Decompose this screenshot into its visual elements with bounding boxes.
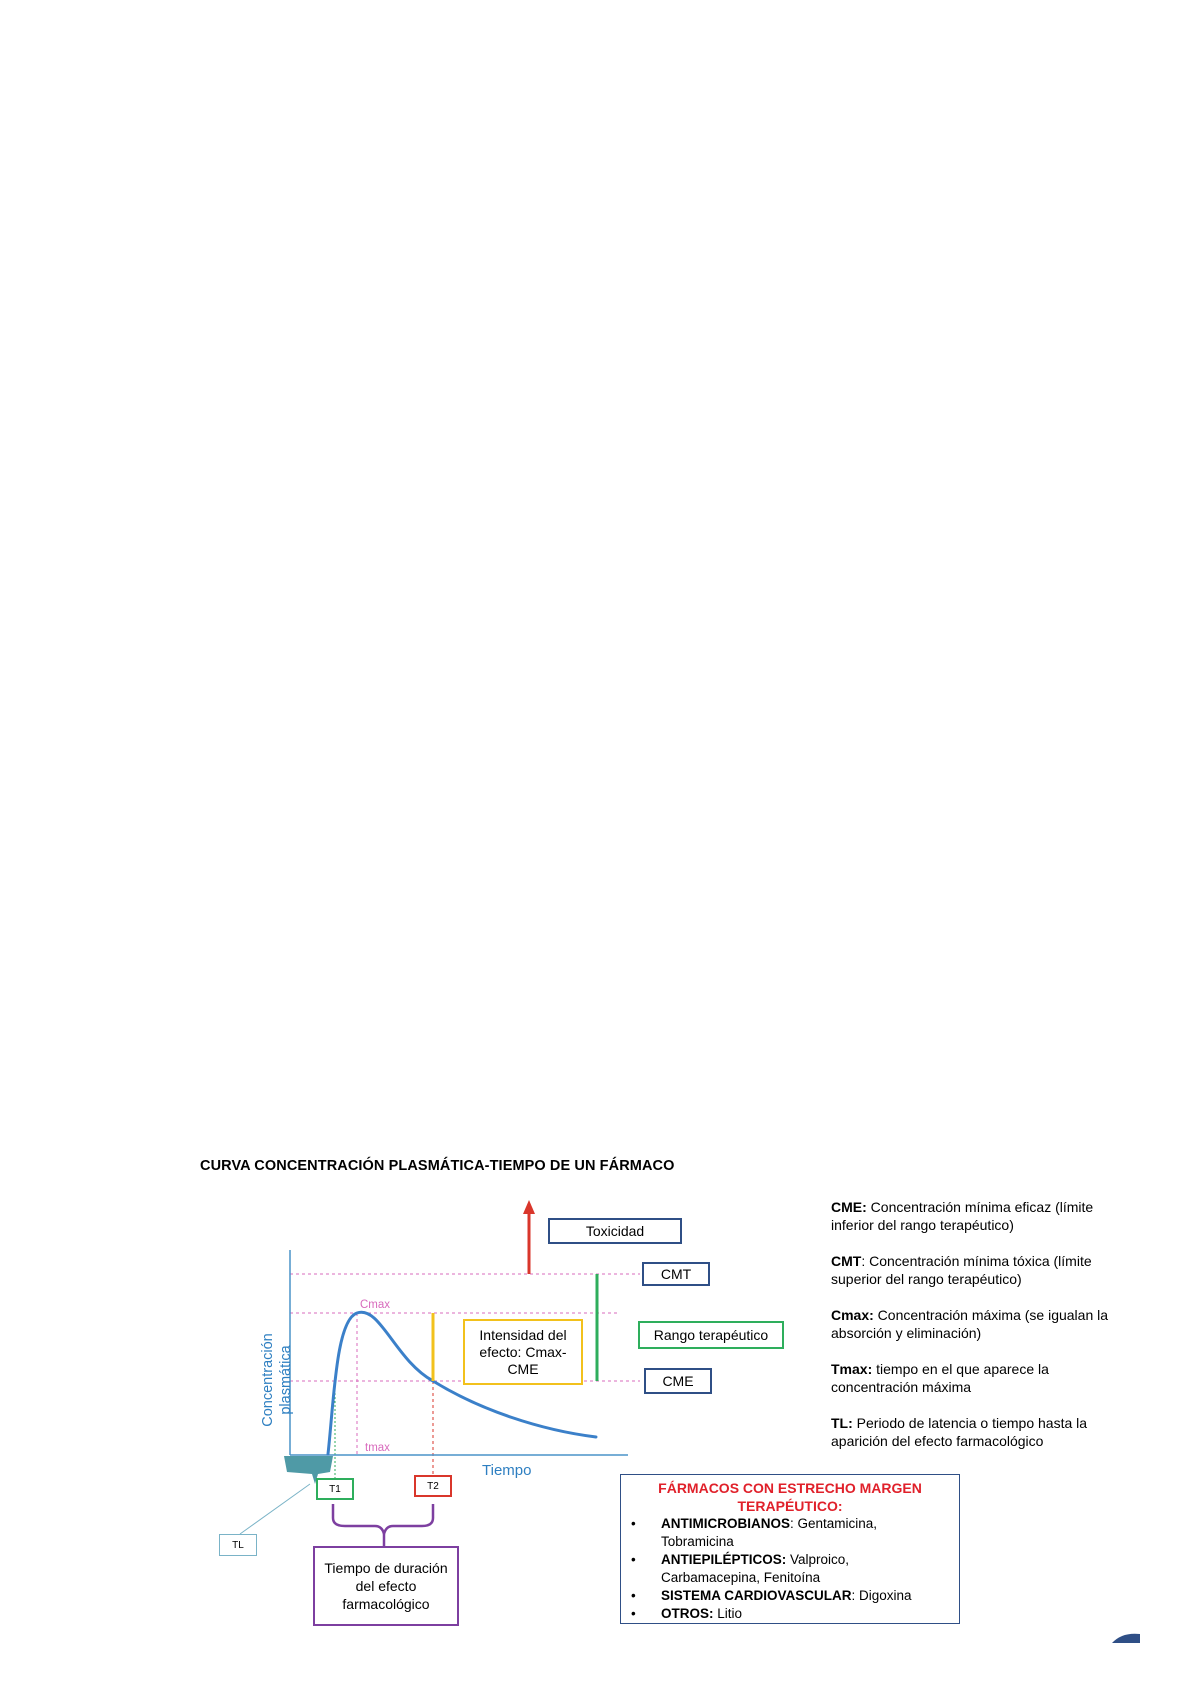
definition-item [831, 1414, 1131, 1450]
page-title: CURVA CONCENTRACIÓN PLASMÁTICA-TIEMPO DE UN FÁRMACO [200, 1158, 675, 1174]
definitions-list [831, 1198, 1131, 1468]
y-axis-label-line1: Concentración [260, 1333, 276, 1427]
x-axis-label: Tiempo [482, 1462, 532, 1479]
toxicidad-box: Toxicidad [548, 1218, 682, 1244]
duracion-box: Tiempo de duración del efecto farmacológico [313, 1546, 459, 1626]
tl-connector [240, 1484, 310, 1534]
list-item-term: OTROS: [661, 1606, 714, 1621]
definition-term: CME: [831, 1199, 867, 1215]
definition-term: Cmax: [831, 1307, 874, 1323]
tl-box: TL [219, 1534, 257, 1556]
list-item-text: : Gentamicina, Tobramicina [661, 1516, 878, 1549]
list-item-term: SISTEMA CARDIOVASCULAR [661, 1588, 852, 1603]
definition-item [831, 1198, 1131, 1234]
cmax-label: Cmax [360, 1299, 391, 1311]
definition-term: Tmax: [831, 1361, 873, 1377]
narrow-margin-box [620, 1474, 960, 1624]
t1-box: T1 [316, 1478, 354, 1500]
t2-box: T2 [414, 1475, 452, 1497]
definition-item [831, 1360, 1131, 1396]
list-item-term: ANTIMICROBIANOS [661, 1516, 790, 1531]
definition-text: Periodo de latencia o tiempo hasta la aparición del efecto farmacológico [831, 1415, 1088, 1449]
definition-text: Concentración mínima eficaz (límite inferior del rango terapéutico) [831, 1199, 1094, 1233]
definition-text: : Concentración mínima tóxica (límite superior del rango terapéutico) [831, 1253, 1092, 1287]
rango-terapeutico-box: Rango terapéutico [638, 1321, 784, 1349]
list-item-term: ANTIEPILÉPTICOS: [661, 1552, 787, 1567]
definition-item [831, 1252, 1131, 1288]
list-item-text: Valproico, Carbamacepina, Fenitoína [661, 1552, 850, 1585]
definition-text: tiempo en el que aparece la concentración máxima [831, 1361, 1049, 1395]
duration-brace [333, 1504, 433, 1534]
definition-item [831, 1306, 1131, 1342]
intensidad-box: Intensidad del efecto: Cmax-CME [463, 1319, 583, 1385]
y-axis-label-line2: plasmática [278, 1345, 294, 1415]
definition-text: Concentración máxima (se igualan la absorción y eliminación) [831, 1307, 1109, 1341]
list-item-text: : Digoxina [851, 1588, 912, 1603]
toxicity-arrow-head [523, 1200, 535, 1214]
narrow-margin-list [629, 1515, 951, 1623]
cme-box: CME [644, 1368, 712, 1394]
list-item [629, 1587, 951, 1605]
list-item [629, 1605, 951, 1623]
cmt-box: CMT [642, 1262, 710, 1286]
logo-mark [1112, 1634, 1140, 1643]
list-item-text: Litio [713, 1606, 743, 1621]
definition-term: TL: [831, 1415, 853, 1431]
list-item [629, 1551, 951, 1587]
definition-term: CMT [831, 1253, 862, 1269]
narrow-margin-title: FÁRMACOS CON ESTRECHO MARGEN TERAPÉUTICO: [658, 1480, 922, 1514]
tmax-label: tmax [365, 1442, 390, 1454]
list-item [629, 1515, 951, 1551]
